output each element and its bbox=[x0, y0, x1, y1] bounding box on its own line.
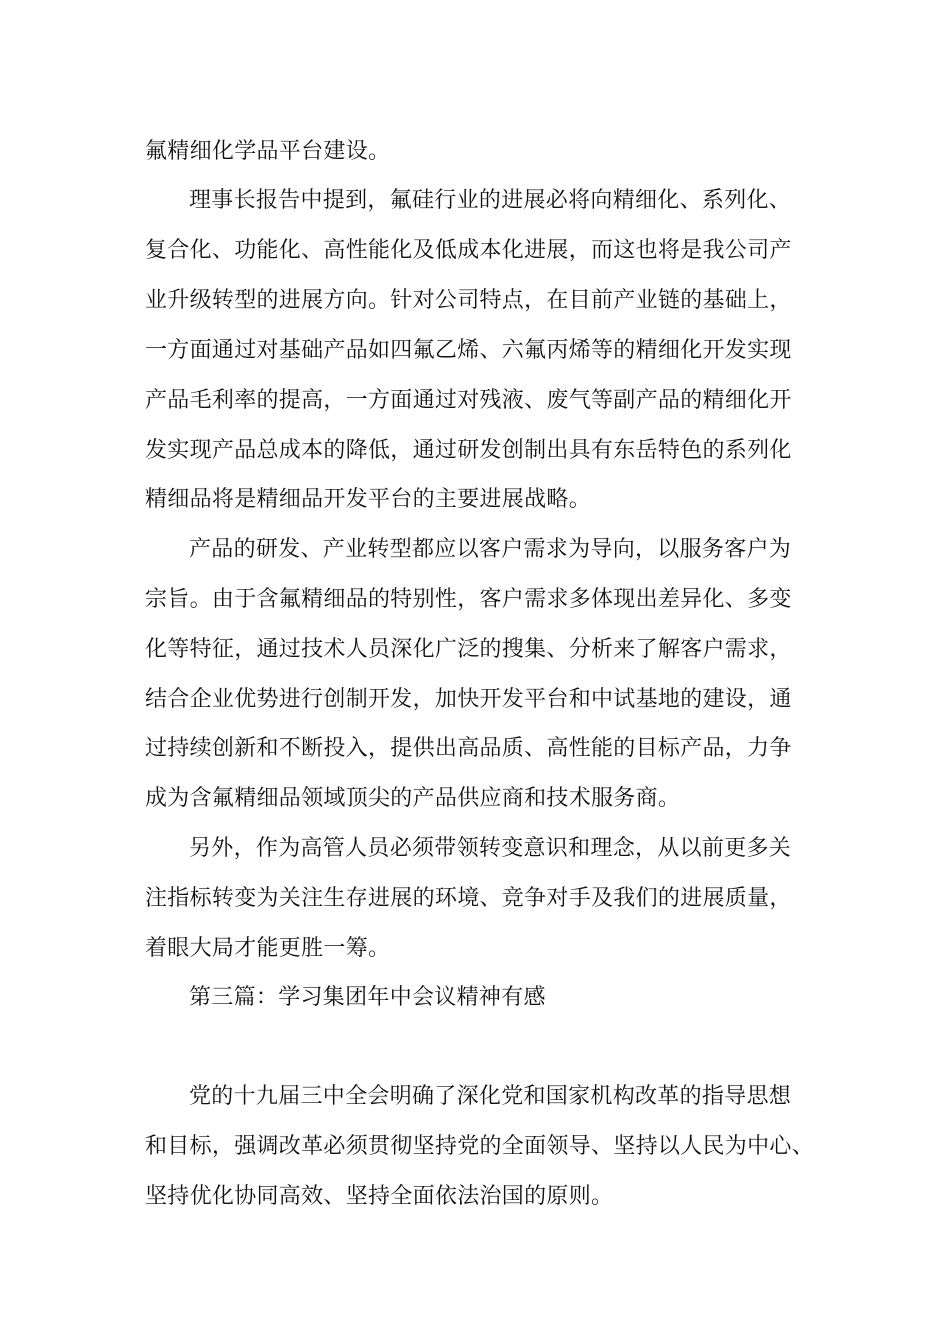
text-line: 一方面通过对基础产品如四氟乙烯、六氟丙烯等的精细化开发实现 bbox=[145, 338, 792, 363]
text-line: 结合企业优势进行创制开发，加快开发平台和中试基地的建设，通 bbox=[145, 687, 792, 712]
text-line: 氟精细化学品平台建设。 bbox=[145, 139, 391, 164]
text-line: 另外，作为高管人员必须带领转变意识和理念，从以前更多关 bbox=[189, 836, 792, 861]
text-line: 理事长报告中提到，氟硅行业的进展必将向精细化、系列化、 bbox=[189, 188, 792, 213]
text-line: 发实现产品总成本的降低，通过研发创制出具有东岳特色的系列化 bbox=[145, 438, 792, 463]
text-line: 过持续创新和不断投入，提供出高品质、高性能的目标产品，力争 bbox=[145, 736, 792, 761]
text-line: 产品的研发、产业转型都应以客户需求为导向，以服务客户为 bbox=[189, 537, 792, 562]
text-line: 产品毛利率的提高，一方面通过对残液、废气等副产品的精细化开 bbox=[145, 388, 792, 413]
text-line: 精细品将是精细品开发平台的主要进展战略。 bbox=[145, 487, 592, 512]
text-line: 注指标转变为关注生存进展的环境、竞争对手及我们的进展质量， bbox=[145, 886, 792, 911]
text-line: 业升级转型的进展方向。针对公司特点，在目前产业链的基础上， bbox=[145, 288, 792, 313]
text-line: 化等特征，通过技术人员深化广泛的搜集、分析来了解客户需求， bbox=[145, 637, 792, 662]
text-line: 和目标，强调改革必须贯彻坚持党的全面领导、坚持以人民为中心、 bbox=[145, 1134, 815, 1159]
text-line: 成为含氟精细品领域顶尖的产品供应商和技术服务商。 bbox=[145, 786, 681, 811]
text-line: 宗旨。由于含氟精细品的特别性，客户需求多体现出差异化、多变 bbox=[145, 587, 792, 612]
text-line: 复合化、功能化、高性能化及低成本化进展，而这也将是我公司产 bbox=[145, 238, 792, 263]
section-heading: 第三篇：学习集团年中会议精神有感 bbox=[189, 985, 546, 1010]
text-line: 着眼大局才能更胜一筹。 bbox=[145, 936, 391, 961]
text-line: 坚持优化协同高效、坚持全面依法治国的原则。 bbox=[145, 1184, 614, 1209]
text-line: 党的十九届三中全会明确了深化党和国家机构改革的指导思想 bbox=[189, 1084, 792, 1109]
